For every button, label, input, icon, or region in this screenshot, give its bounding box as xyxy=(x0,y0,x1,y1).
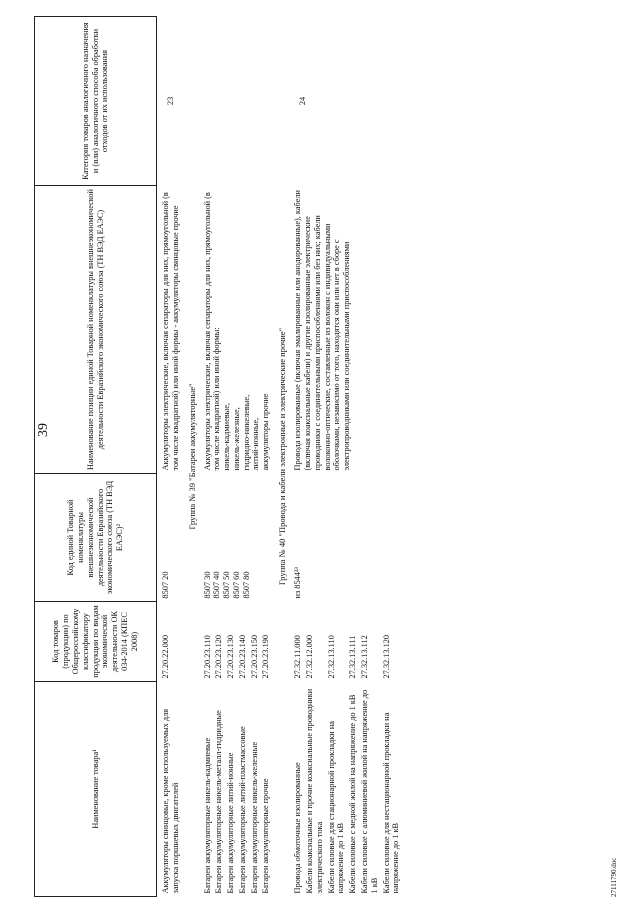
cell-name: Батареи аккумуляторные прочие xyxy=(261,778,271,894)
group-40-desc: Провода изолированные (включая эмалированные или анодированные), кабели (включая коаксиальные кабели) и другие изолированные электрические проводники с соединительными приспособлениями или без них; кабели волоконно-оптические, составленные из волокон с индивидуальными оболочками, независимо от того, находятся они или нет в сборе с электропроводниками или соединительными приспособлениями xyxy=(293,190,352,471)
cell-okpd: 27.32.13.112 xyxy=(359,635,369,679)
group-39-category xyxy=(202,17,273,186)
group-39-tnved: 8507 30 8507 40 8507 50 8507 60 8507 80 xyxy=(202,571,251,599)
table-header xyxy=(35,17,157,897)
group-40-category: 24 xyxy=(298,96,308,106)
cell-okpd: 27.20.23.130 xyxy=(226,634,236,679)
table-row xyxy=(202,17,214,897)
cell-name: Аккумуляторы свинцовые, кроме используемых для запуска поршневых двигателей xyxy=(161,708,180,894)
cell-name: Кабели силовые для нестационарной прокладки на напряжение до 1 кВ xyxy=(381,712,401,894)
cell-name: Батареи аккумуляторные никель-металл-гидридные xyxy=(214,710,224,894)
cell-name: Кабели силовые для стационарной прокладки на напряжение до 1 кВ xyxy=(326,721,346,894)
header-category: Категория товаров аналогичного назначения и (или) аналогичного способа обработки отходов от их использования xyxy=(35,17,157,186)
header-tnved: Код единой Товарной номенклатуры внешнеэкономической деятельности Евразийского экономического союза (ТН ВЭД ЕАЭС)² xyxy=(35,474,157,602)
group-40-tnved: из 8544³³ xyxy=(293,567,303,599)
cell-name: Кабели силовые с алюминиевой жилой на напряжение до 1 кВ xyxy=(359,689,379,894)
cell-okpd: 27.32.13.111 xyxy=(348,635,358,679)
cell-okpd: 27.20.22.000 xyxy=(161,634,170,679)
cell-okpd: 27.20.23.110 xyxy=(202,635,212,679)
cell-okpd: 27.32.11.000 xyxy=(293,635,303,679)
cell-name: Кабели коаксиальные и прочие коаксиальные проводники электрического тока xyxy=(305,688,324,894)
group-40-heading: Группа № 40 "Провода и кабели электронные и электрические прочие" xyxy=(277,327,288,586)
group-40-heading-row xyxy=(272,17,292,897)
header-okpd: Код товаров (продукции) по Общероссийскому классификатору продукции по видам экономической деятельности ОК 034-2014 (КПЕС 2008) xyxy=(35,602,157,682)
table-row xyxy=(292,17,304,897)
header-tnved-name: Наименование позиции единой Товарной номенклатуры внешнеэкономической деятельности Евразийского экономического союза (ТН ВЭД ЕАЭС) xyxy=(35,186,157,474)
group-39-desc: Аккумуляторы электрические, включая сепараторы для них, прямоугольной (в том числе квадратной) или иной формы: никель-кадмиевые, никель-железные, гидридно-никелевые, литий-ионные, аккумуляторы прочие xyxy=(202,192,271,471)
cell-okpd: 27.32.13.110 xyxy=(326,635,336,679)
cell-name: Батареи аккумуляторные литий-пластмассовые xyxy=(237,726,247,894)
cell-okpd: 27.20.23.190 xyxy=(261,634,271,679)
cell-name: Провода обмоточные изолированные xyxy=(293,762,303,894)
goods-table xyxy=(34,16,402,897)
cell-okpd: 27.20.23.120 xyxy=(214,634,224,679)
doc-code: 27111790.doc xyxy=(610,857,618,897)
cell-name: Кабели силовые с медной жилой на напряжение до 1 кВ xyxy=(348,694,358,894)
cell-okpd: 27.32.12.000 xyxy=(305,634,315,679)
cell-name: Батареи аккумуляторные никель-железные xyxy=(249,741,259,894)
table-row xyxy=(157,17,182,897)
header-name: Наименование товара¹ xyxy=(35,682,157,897)
cell-name: Батареи аккумуляторные никель-кадмиевые xyxy=(202,737,212,894)
cell-okpd: 27.32.13.120 xyxy=(381,634,391,679)
cell-name: Батареи аккумуляторные литий-ионные xyxy=(226,752,236,894)
cell-desc: Аккумуляторы электрические, включая сепараторы для них, прямоугольной (в том числе квадратной) или иной формы - аккумуляторы свинцовые прочие xyxy=(161,192,180,471)
cell-tnved: 8507 20 xyxy=(161,571,170,599)
cell-okpd: 27.20.23.140 xyxy=(237,634,247,679)
group-39-heading: Группа № 39 "Батареи аккумуляторные" xyxy=(186,383,197,530)
cell-okpd: 27.20.23.150 xyxy=(249,634,259,679)
page-number: 39 xyxy=(36,423,51,437)
group-39-heading-row xyxy=(182,17,202,897)
cell-category: 23 xyxy=(165,96,175,106)
